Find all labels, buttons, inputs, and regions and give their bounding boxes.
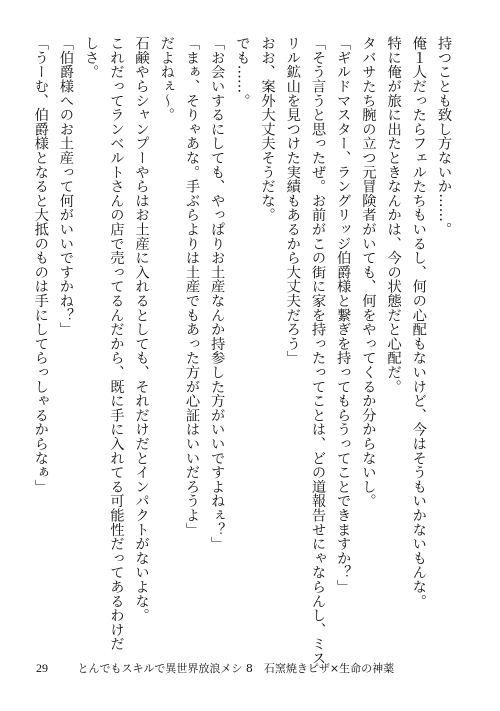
- text-line: でも……。: [234, 36, 251, 108]
- page-number: 29: [36, 661, 48, 675]
- text-line: 「伯爵様へのお土産って何がいいですかね？」: [57, 36, 74, 337]
- text-line: しさ。: [83, 36, 100, 79]
- page-footer: [36, 660, 394, 676]
- text-line: 「お会いするにしても、やっぱりお土産なんか持参した方がいいですよねぇ？」: [209, 36, 226, 551]
- text-line: おお、案外大丈夫そうだな。: [259, 36, 276, 222]
- text-line: リル鉱山を見つけた実績もあるから大丈夫だろう」: [284, 36, 301, 365]
- text-line: これだってランベルトさんの店で売ってるんだから、既に手に入れてる可能性だってあるわけだ: [108, 36, 125, 651]
- text-line: タバサたち腕の立つ元冒険者がいても、何をやってくるか分からないし。: [360, 36, 377, 508]
- running-title: とんでもスキルで異世界放浪メシ 8 石窯焼きピザ×生命の神薬: [77, 662, 395, 675]
- text-line: だよねぇ～。: [158, 36, 175, 122]
- text-line: 「ギルドマスター、ラングリッジ伯爵様と繋ぎを持ってもらうってことできますか？」: [335, 36, 352, 594]
- text-line: 特に俺が旅に出たときなんかは、今の状態だと心配だ。: [385, 36, 402, 394]
- text-line: 持つことも致し方ないか……。: [436, 36, 452, 237]
- text-line: 「まぁ、そりゃあな。手ぶらよりは土産でもあった方が心証はいいだろうよ」: [183, 36, 200, 537]
- vertical-text-body: [28, 36, 456, 666]
- text-line: 石鹸やらシャンプーやらはお土産に入れるとしても、それだけだとインパクトがないよな。: [133, 36, 150, 623]
- text-line: 「そう言うと思ったぜ。お前がこの街に家を持ったってことは、どの道報告せにゃならんし、ミス: [309, 36, 326, 666]
- text-line: 俺１人だったらフェルたちもいるし、何の心配もないけど、今はそうもいかないもんな。: [410, 36, 427, 608]
- text-line: 「うーむ、伯爵様となると大抵のものは手にしてらっしゃるからなぁ」: [32, 36, 49, 494]
